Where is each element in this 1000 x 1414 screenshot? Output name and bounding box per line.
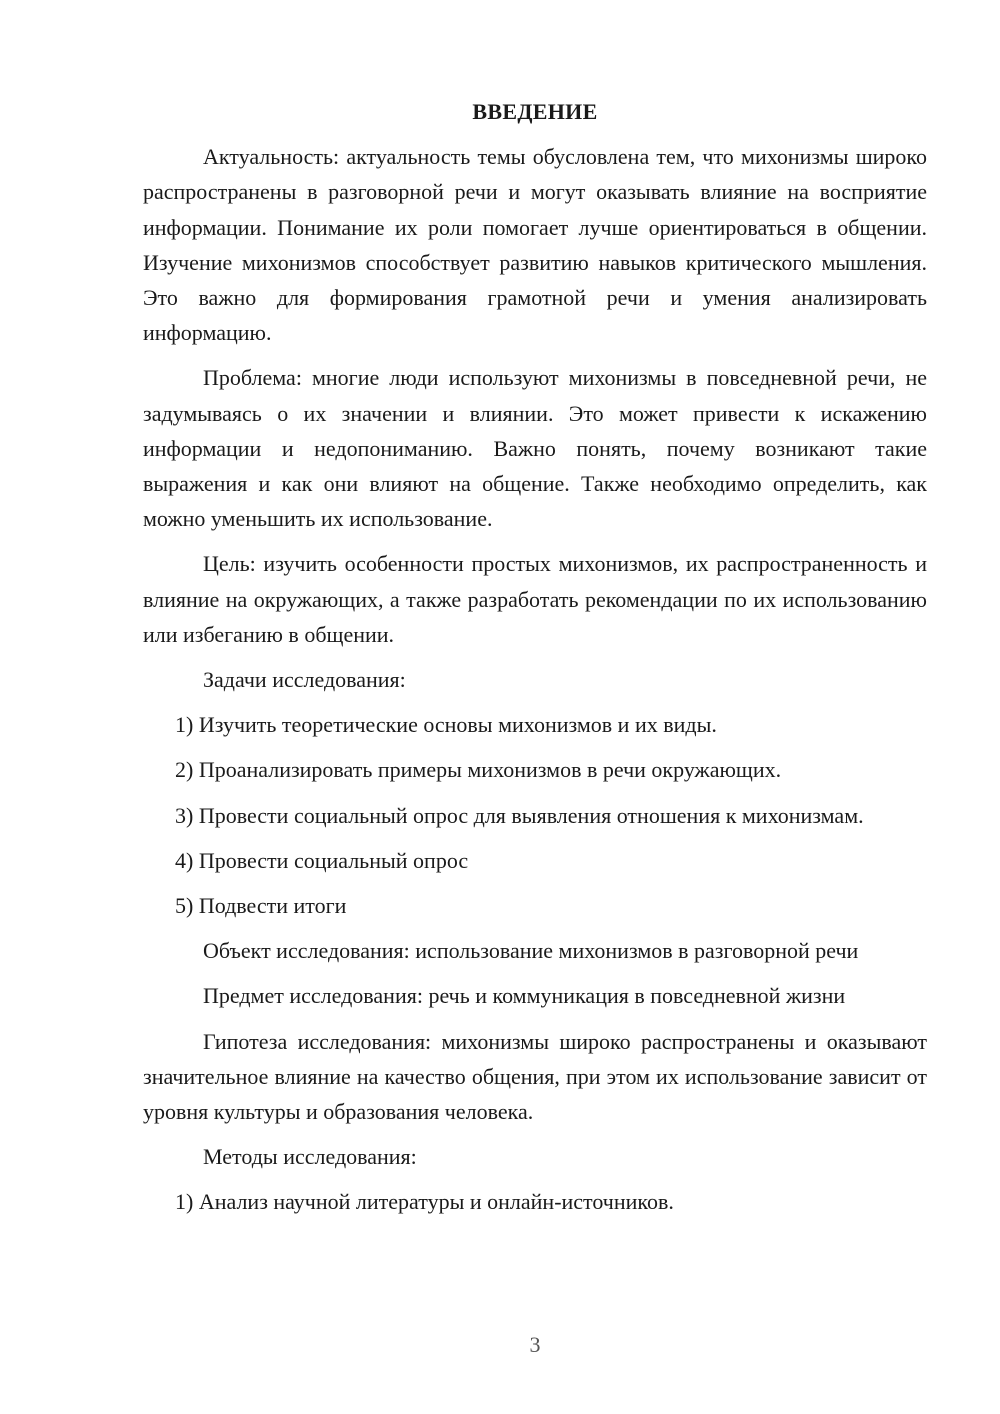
subject-paragraph: Предмет исследования: речь и коммуникация в повседневной жизни bbox=[203, 983, 846, 1009]
method-item: 1) Анализ научной литературы и онлайн-источников. bbox=[175, 1189, 674, 1215]
goal-paragraph: Цель: изучить особенности простых михонизмов, их распространенность и влияние на окружающих, а также разработать рекомендации по их использованию или избеганию в общении. bbox=[143, 551, 927, 647]
hypothesis-paragraph: Гипотеза исследования: михонизмы широко распространены и оказывают значительное влияние на качество общения, при этом их использование зависит от уровня культуры и образования человека. bbox=[143, 1028, 927, 1125]
page-number: 3 bbox=[529, 1332, 541, 1357]
task-item: 1) Изучить теоретические основы михонизмов и их виды. bbox=[175, 712, 717, 738]
task-item: 2) Проанализировать примеры михонизмов в речи окружающих. bbox=[175, 757, 782, 783]
section-title: ВВЕДЕНИЕ bbox=[472, 99, 598, 124]
methods-heading: Методы исследования: bbox=[203, 1144, 417, 1170]
problem-paragraph: Проблема: многие люди используют михонизмы в повседневной речи, не задумываясь о их значении и влиянии. Это может привести к искажению информации и недопониманию. Важно понять, почему возникают такие выражения и как они влияют на общение. Также необходимо определить, как можно уменьшить их использование. bbox=[143, 365, 927, 532]
task-item: 5) Подвести итоги bbox=[175, 893, 347, 919]
relevance-paragraph: Актуальность: актуальность темы обусловлена тем, что михонизмы широко распространены в разговорной речи и могут оказывать влияние на восприятие информации. Понимание их роли помогает лучше ориентироваться в общении. Изучение михонизмов способствует развитию навыков критического мышления. Это важно для формирования грамотной речи и умения анализировать информацию. bbox=[143, 144, 927, 346]
task-item: 3) Провести социальный опрос для выявления отношения к михонизмам. bbox=[175, 802, 864, 828]
document-page bbox=[143, 94, 927, 1230]
tasks-heading: Задачи исследования: bbox=[203, 667, 406, 693]
object-paragraph: Объект исследования: использование михонизмов в разговорной речи bbox=[203, 938, 859, 964]
task-item: 4) Провести социальный опрос bbox=[175, 847, 469, 873]
